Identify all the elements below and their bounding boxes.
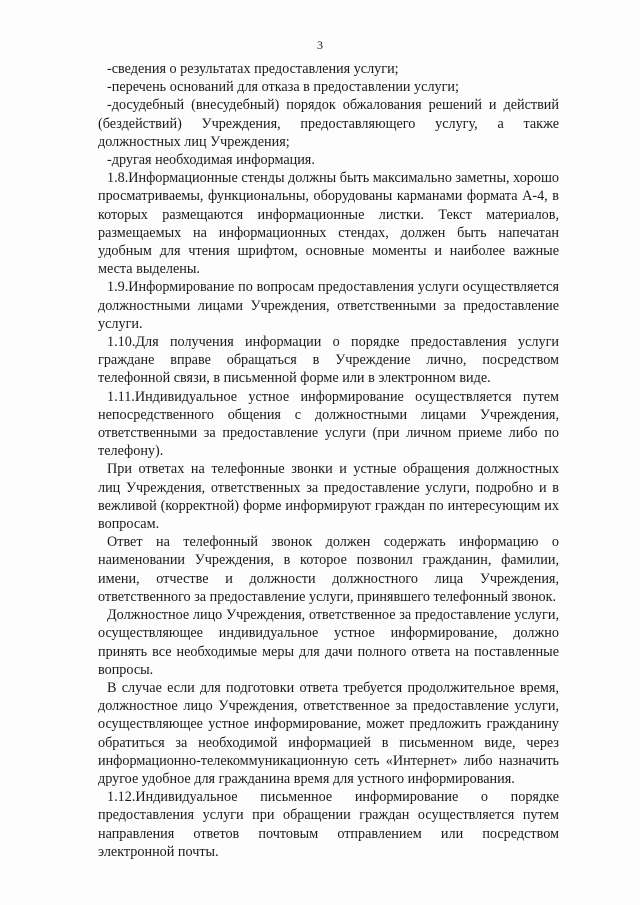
paragraph: При ответах на телефонные звонки и устные обращения должностных лиц Учреждения, ответственных за предоставление услуги, подробно и в вежливой (корректной) форме информируют граждан по интересующим их вопросам. [98,461,559,533]
paragraph: 1.11.Индивидуальное устное информирование осуществляется путем непосредственного общения с должностными лицами Учреждения, ответственными за предоставление услуги (при личном приеме либо по телефону). [98,388,559,460]
paragraph: -перечень оснований для отказа в предоставлении услуги; [107,79,459,96]
paragraph: -досудебный (внесудебный) порядок обжалования решений и действий (бездействий) Учреждения, предоставляющего услугу, а также должностных лиц Учреждения; [98,97,559,150]
paragraph: 1.9.Информирование по вопросам предоставления услуги осуществляется должностными лицами Учреждения, ответственными за предоставление услуги. [98,279,559,332]
paragraph: Должностное лицо Учреждения, ответственное за предоставление услуги, осуществляющее индивидуальное устное информирование, должно принять все необходимые меры для дачи полного ответа на поставленные вопросы. [98,607,559,678]
paragraph: 1.10.Для получения информации о порядке предоставления услуги граждане вправе обращаться в Учреждение лично, посредством телефонной связи, в письменной форме или в электронном виде. [98,334,559,387]
paragraph: 1.8.Информационные стенды должны быть максимально заметны, хорошо просматриваемы, функциональны, оборудованы карманами формата А-4, в которых размещаются информационные листки. Текст материалов, размещаемых на информационных стендах, должен быть напечатан удобным для чтения шрифтом, основные моменты и наиболее важные места выделены. [98,170,559,278]
page-number: 3 [317,38,323,52]
paragraph: 1.12.Индивидуальное письменное информирование о порядке предоставления услуги при обращении граждан осуществляется путем направления ответов почтовым отправлением или посредством электронной почты. [98,789,559,860]
paragraph: В случае если для подготовки ответа требуется продолжительное время, должностное лицо Учреждения, ответственное за предоставление услуги, осуществляющее устное информирование, может предложить гражданину обратиться за необходимой информацией в письменном виде, через информационно-телекоммуникационную сеть «Интернет» либо назначить другое удобное для гражданина время для устного информирования. [98,679,559,787]
document-body [98,60,559,861]
paragraph: -другая необходимая информация. [107,152,315,169]
paragraph: Ответ на телефонный звонок должен содержать информацию о наименовании Учреждения, в которое позвонил гражданин, фамилии, имени, отчестве и должности должностного лица Учреждения, ответственного за предоставление услуги, принявшего телефонный звонок. [98,534,559,605]
paragraph: -сведения о результатах предоставления услуги; [107,61,399,77]
